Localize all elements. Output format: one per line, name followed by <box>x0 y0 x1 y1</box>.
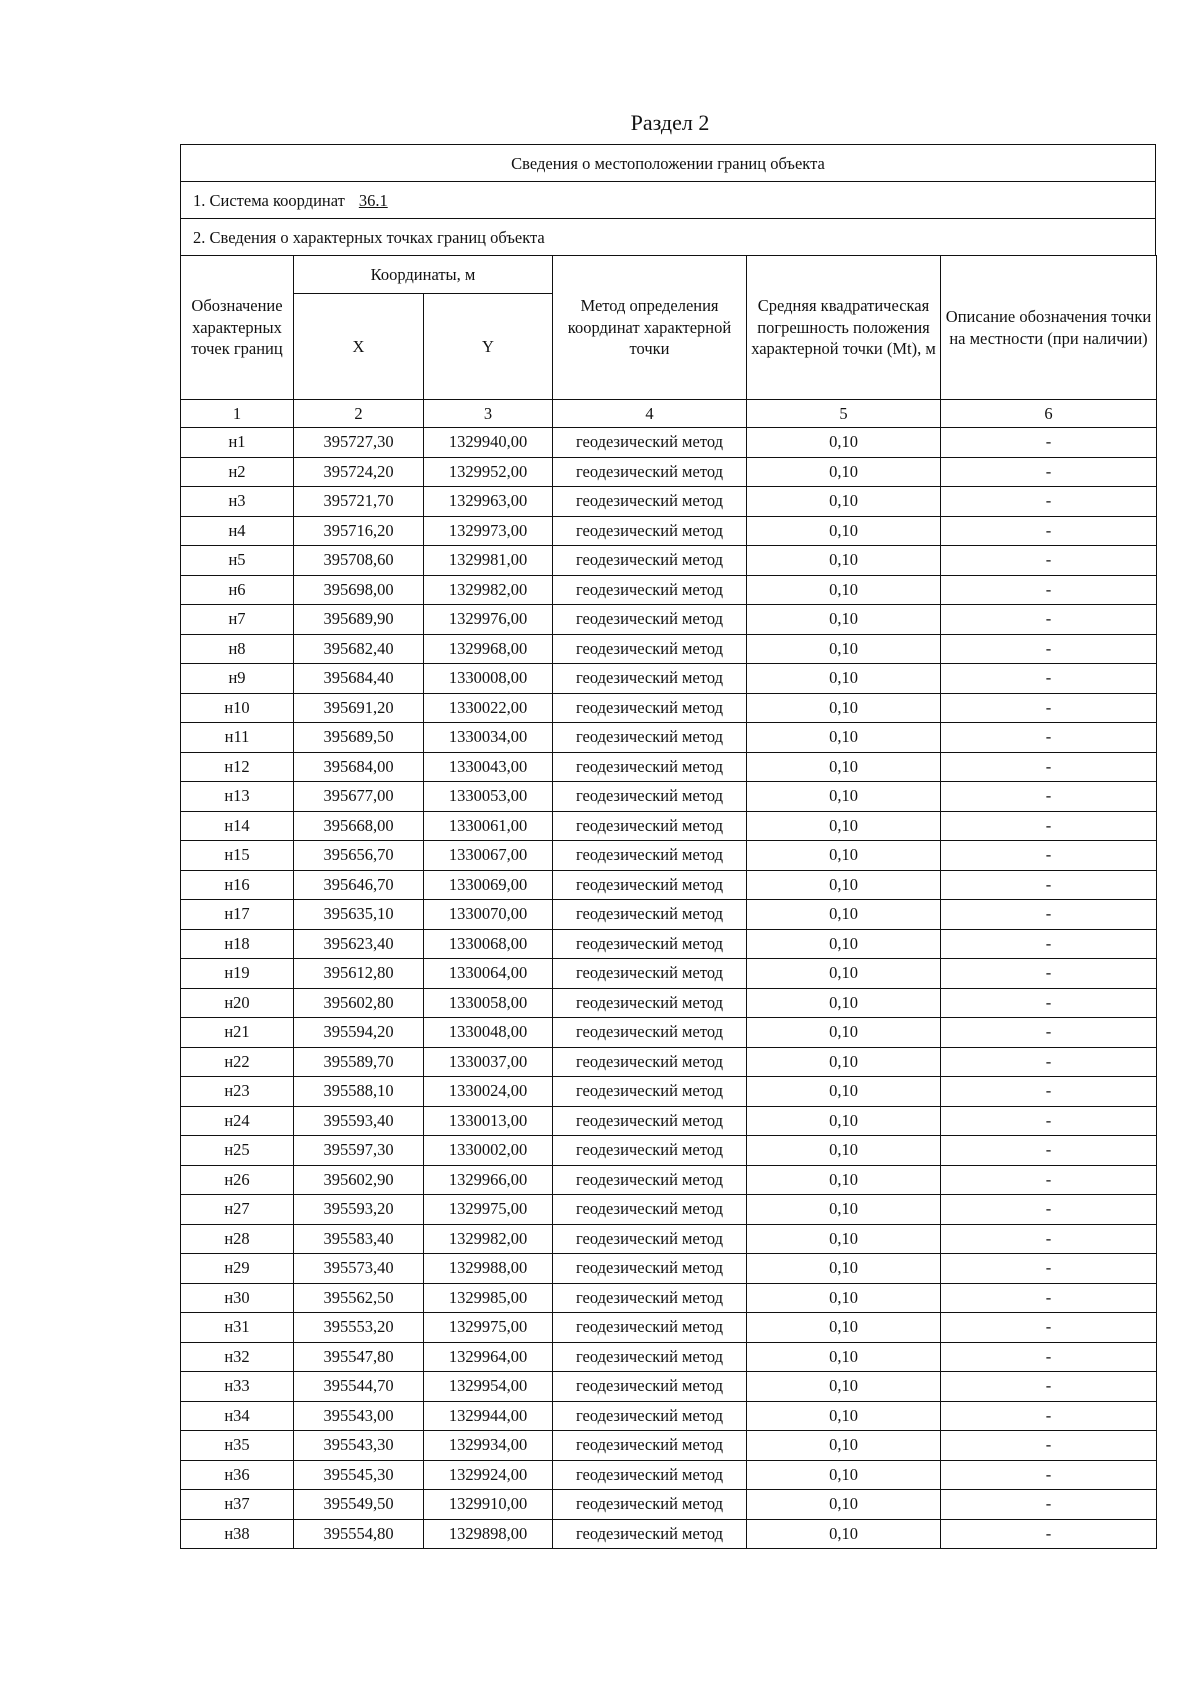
coord-x: 395554,80 <box>294 1519 424 1549</box>
coord-x: 395553,20 <box>294 1313 424 1343</box>
point-name: н12 <box>181 752 294 782</box>
description: - <box>941 723 1157 753</box>
method: геодезический метод <box>553 1283 747 1313</box>
point-name: н31 <box>181 1313 294 1343</box>
error-value: 0,10 <box>747 487 941 517</box>
table-row <box>181 575 1157 605</box>
point-name: н29 <box>181 1254 294 1284</box>
coord-system-row <box>180 181 1156 218</box>
point-name: н24 <box>181 1106 294 1136</box>
point-name: н6 <box>181 575 294 605</box>
column-number: 3 <box>424 400 553 428</box>
coord-y: 1329982,00 <box>424 1224 553 1254</box>
description: - <box>941 1077 1157 1107</box>
description: - <box>941 1018 1157 1048</box>
point-name: н19 <box>181 959 294 989</box>
description: - <box>941 959 1157 989</box>
table-row <box>181 634 1157 664</box>
coord-y: 1330022,00 <box>424 693 553 723</box>
method: геодезический метод <box>553 1401 747 1431</box>
table-row <box>181 693 1157 723</box>
description: - <box>941 1136 1157 1166</box>
method: геодезический метод <box>553 900 747 930</box>
points-table <box>180 255 1157 1549</box>
description: - <box>941 1224 1157 1254</box>
point-name: н7 <box>181 605 294 635</box>
description: - <box>941 1165 1157 1195</box>
method: геодезический метод <box>553 841 747 871</box>
error-value: 0,10 <box>747 457 941 487</box>
table-row <box>181 1313 1157 1343</box>
method: геодезический метод <box>553 1519 747 1549</box>
table-row <box>181 900 1157 930</box>
coord-y: 1330053,00 <box>424 782 553 812</box>
description: - <box>941 1254 1157 1284</box>
coord-y: 1330067,00 <box>424 841 553 871</box>
point-name: н2 <box>181 457 294 487</box>
coord-y: 1329982,00 <box>424 575 553 605</box>
error-value: 0,10 <box>747 1165 941 1195</box>
coord-y: 1329934,00 <box>424 1431 553 1461</box>
method: геодезический метод <box>553 1431 747 1461</box>
point-name: н38 <box>181 1519 294 1549</box>
coord-x: 395691,20 <box>294 693 424 723</box>
method: геодезический метод <box>553 782 747 812</box>
error-value: 0,10 <box>747 1313 941 1343</box>
point-name: н23 <box>181 1077 294 1107</box>
coord-y: 1330043,00 <box>424 752 553 782</box>
coord-y: 1330061,00 <box>424 811 553 841</box>
table-row <box>181 457 1157 487</box>
table-row <box>181 1431 1157 1461</box>
coord-x: 395623,40 <box>294 929 424 959</box>
error-value: 0,10 <box>747 664 941 694</box>
coord-y: 1330034,00 <box>424 723 553 753</box>
description: - <box>941 782 1157 812</box>
description: - <box>941 428 1157 458</box>
error-value: 0,10 <box>747 693 941 723</box>
error-value: 0,10 <box>747 1136 941 1166</box>
point-name: н11 <box>181 723 294 753</box>
description: - <box>941 1047 1157 1077</box>
points-title: 2. Сведения о характерных точках границ объекта <box>180 218 1156 255</box>
coord-y: 1330068,00 <box>424 929 553 959</box>
point-name: н20 <box>181 988 294 1018</box>
coord-y: 1330013,00 <box>424 1106 553 1136</box>
table-row <box>181 959 1157 989</box>
table-row <box>181 664 1157 694</box>
method: геодезический метод <box>553 929 747 959</box>
point-name: н37 <box>181 1490 294 1520</box>
table-row <box>181 1077 1157 1107</box>
header-error: Средняя квадратическая погрешность положения характерной точки (Mt), м <box>747 256 941 400</box>
method: геодезический метод <box>553 1313 747 1343</box>
table-row <box>181 1401 1157 1431</box>
table-row <box>181 546 1157 576</box>
coord-y: 1330037,00 <box>424 1047 553 1077</box>
coord-x: 395635,10 <box>294 900 424 930</box>
coord-y: 1329975,00 <box>424 1313 553 1343</box>
method: геодезический метод <box>553 870 747 900</box>
error-value: 0,10 <box>747 1224 941 1254</box>
description: - <box>941 1313 1157 1343</box>
coord-x: 395668,00 <box>294 811 424 841</box>
coord-y: 1329954,00 <box>424 1372 553 1402</box>
coord-x: 395597,30 <box>294 1136 424 1166</box>
method: геодезический метод <box>553 575 747 605</box>
description: - <box>941 1372 1157 1402</box>
method: геодезический метод <box>553 811 747 841</box>
coord-x: 395594,20 <box>294 1018 424 1048</box>
description: - <box>941 1342 1157 1372</box>
description: - <box>941 988 1157 1018</box>
coord-y: 1329964,00 <box>424 1342 553 1372</box>
coord-y: 1329898,00 <box>424 1519 553 1549</box>
column-number: 6 <box>941 400 1157 428</box>
error-value: 0,10 <box>747 782 941 812</box>
header-y: Y <box>424 294 553 400</box>
error-value: 0,10 <box>747 723 941 753</box>
error-value: 0,10 <box>747 900 941 930</box>
error-value: 0,10 <box>747 1047 941 1077</box>
coord-x: 395602,90 <box>294 1165 424 1195</box>
point-name: н13 <box>181 782 294 812</box>
point-name: н9 <box>181 664 294 694</box>
coord-x: 395589,70 <box>294 1047 424 1077</box>
point-name: н35 <box>181 1431 294 1461</box>
error-value: 0,10 <box>747 959 941 989</box>
error-value: 0,10 <box>747 1372 941 1402</box>
point-name: н22 <box>181 1047 294 1077</box>
description: - <box>941 575 1157 605</box>
method: геодезический метод <box>553 988 747 1018</box>
coord-x: 395573,40 <box>294 1254 424 1284</box>
error-value: 0,10 <box>747 634 941 664</box>
coord-x: 395727,30 <box>294 428 424 458</box>
error-value: 0,10 <box>747 841 941 871</box>
point-name: н17 <box>181 900 294 930</box>
column-number: 1 <box>181 400 294 428</box>
description: - <box>941 1519 1157 1549</box>
error-value: 0,10 <box>747 575 941 605</box>
point-name: н26 <box>181 1165 294 1195</box>
description: - <box>941 516 1157 546</box>
coord-x: 395593,40 <box>294 1106 424 1136</box>
method: геодезический метод <box>553 1165 747 1195</box>
description: - <box>941 1460 1157 1490</box>
coord-y: 1329973,00 <box>424 516 553 546</box>
method: геодезический метод <box>553 428 747 458</box>
description: - <box>941 1490 1157 1520</box>
error-value: 0,10 <box>747 811 941 841</box>
coord-y: 1330024,00 <box>424 1077 553 1107</box>
coord-x: 395724,20 <box>294 457 424 487</box>
coord-y: 1329985,00 <box>424 1283 553 1313</box>
table-row <box>181 723 1157 753</box>
method: геодезический метод <box>553 457 747 487</box>
description: - <box>941 487 1157 517</box>
header-description: Описание обозначения точки на местности (при наличии) <box>941 256 1157 400</box>
coord-y: 1329981,00 <box>424 546 553 576</box>
coord-y: 1330008,00 <box>424 664 553 694</box>
method: геодезический метод <box>553 723 747 753</box>
table-row <box>181 752 1157 782</box>
error-value: 0,10 <box>747 1460 941 1490</box>
column-numbers-row <box>181 400 1157 428</box>
table-row <box>181 605 1157 635</box>
point-name: н15 <box>181 841 294 871</box>
coord-y: 1329940,00 <box>424 428 553 458</box>
error-value: 0,10 <box>747 1018 941 1048</box>
point-name: н32 <box>181 1342 294 1372</box>
table-row <box>181 841 1157 871</box>
method: геодезический метод <box>553 1077 747 1107</box>
table-row <box>181 1106 1157 1136</box>
coord-x: 395612,80 <box>294 959 424 989</box>
table-row <box>181 929 1157 959</box>
coord-x: 395698,00 <box>294 575 424 605</box>
point-name: н27 <box>181 1195 294 1225</box>
error-value: 0,10 <box>747 1401 941 1431</box>
method: геодезический метод <box>553 1372 747 1402</box>
point-name: н34 <box>181 1401 294 1431</box>
coord-x: 395716,20 <box>294 516 424 546</box>
coord-x: 395545,30 <box>294 1460 424 1490</box>
error-value: 0,10 <box>747 1283 941 1313</box>
point-name: н8 <box>181 634 294 664</box>
coord-y: 1330070,00 <box>424 900 553 930</box>
table-row <box>181 1342 1157 1372</box>
coord-x: 395547,80 <box>294 1342 424 1372</box>
coord-x: 395708,60 <box>294 546 424 576</box>
coord-y: 1330002,00 <box>424 1136 553 1166</box>
method: геодезический метод <box>553 546 747 576</box>
table-row <box>181 1372 1157 1402</box>
description: - <box>941 870 1157 900</box>
table-row <box>181 1195 1157 1225</box>
error-value: 0,10 <box>747 516 941 546</box>
header-designation: Обозначение характерных точек границ <box>181 256 294 400</box>
coord-y: 1329963,00 <box>424 487 553 517</box>
description: - <box>941 841 1157 871</box>
method: геодезический метод <box>553 605 747 635</box>
points-table-body <box>181 428 1157 1549</box>
coord-x: 395543,30 <box>294 1431 424 1461</box>
point-name: н25 <box>181 1136 294 1166</box>
method: геодезический метод <box>553 1136 747 1166</box>
table-row <box>181 1047 1157 1077</box>
table-row <box>181 1254 1157 1284</box>
method: геодезический метод <box>553 1224 747 1254</box>
coord-y: 1329910,00 <box>424 1490 553 1520</box>
method: геодезический метод <box>553 487 747 517</box>
method: геодезический метод <box>553 1490 747 1520</box>
coord-x: 395562,50 <box>294 1283 424 1313</box>
method: геодезический метод <box>553 664 747 694</box>
description: - <box>941 752 1157 782</box>
coord-y: 1329975,00 <box>424 1195 553 1225</box>
error-value: 0,10 <box>747 1519 941 1549</box>
error-value: 0,10 <box>747 988 941 1018</box>
coord-system-label: 1. Система координат <box>193 191 345 210</box>
error-value: 0,10 <box>747 428 941 458</box>
error-value: 0,10 <box>747 1106 941 1136</box>
coord-y: 1330048,00 <box>424 1018 553 1048</box>
table-row <box>181 1224 1157 1254</box>
method: геодезический метод <box>553 1460 747 1490</box>
coord-x: 395721,70 <box>294 487 424 517</box>
coord-x: 395682,40 <box>294 634 424 664</box>
coord-x: 395656,70 <box>294 841 424 871</box>
table-row <box>181 811 1157 841</box>
point-name: н4 <box>181 516 294 546</box>
coord-x: 395602,80 <box>294 988 424 1018</box>
table-row <box>181 428 1157 458</box>
method: геодезический метод <box>553 1342 747 1372</box>
point-name: н3 <box>181 487 294 517</box>
description: - <box>941 664 1157 694</box>
column-number: 5 <box>747 400 941 428</box>
description: - <box>941 811 1157 841</box>
description: - <box>941 693 1157 723</box>
error-value: 0,10 <box>747 546 941 576</box>
point-name: н33 <box>181 1372 294 1402</box>
error-value: 0,10 <box>747 929 941 959</box>
boundary-document <box>180 144 1156 1549</box>
error-value: 0,10 <box>747 1431 941 1461</box>
table-row <box>181 1519 1157 1549</box>
table-row <box>181 1165 1157 1195</box>
table-row <box>181 870 1157 900</box>
table-row <box>181 1018 1157 1048</box>
coord-x: 395684,00 <box>294 752 424 782</box>
coord-x: 395689,50 <box>294 723 424 753</box>
header-coordinates: Координаты, м <box>294 256 553 294</box>
method: геодезический метод <box>553 959 747 989</box>
coord-y: 1329924,00 <box>424 1460 553 1490</box>
error-value: 0,10 <box>747 1490 941 1520</box>
description: - <box>941 1401 1157 1431</box>
coord-x: 395689,90 <box>294 605 424 635</box>
header-x: X <box>294 294 424 400</box>
error-value: 0,10 <box>747 1254 941 1284</box>
coord-y: 1330064,00 <box>424 959 553 989</box>
table-row <box>181 782 1157 812</box>
coord-x: 395543,00 <box>294 1401 424 1431</box>
error-value: 0,10 <box>747 605 941 635</box>
coord-x: 395549,50 <box>294 1490 424 1520</box>
method: геодезический метод <box>553 634 747 664</box>
point-name: н21 <box>181 1018 294 1048</box>
point-name: н5 <box>181 546 294 576</box>
coord-y: 1329952,00 <box>424 457 553 487</box>
point-name: н14 <box>181 811 294 841</box>
description: - <box>941 546 1157 576</box>
table-row <box>181 516 1157 546</box>
coord-system-value: 36.1 <box>358 191 388 210</box>
error-value: 0,10 <box>747 870 941 900</box>
point-name: н18 <box>181 929 294 959</box>
description: - <box>941 1283 1157 1313</box>
table-row <box>181 1283 1157 1313</box>
coord-x: 395677,00 <box>294 782 424 812</box>
coord-y: 1330069,00 <box>424 870 553 900</box>
coord-x: 395544,70 <box>294 1372 424 1402</box>
table-row <box>181 988 1157 1018</box>
error-value: 0,10 <box>747 1077 941 1107</box>
point-name: н1 <box>181 428 294 458</box>
method: геодезический метод <box>553 1047 747 1077</box>
method: геодезический метод <box>553 693 747 723</box>
coord-y: 1329944,00 <box>424 1401 553 1431</box>
error-value: 0,10 <box>747 752 941 782</box>
table-row <box>181 1136 1157 1166</box>
table-row <box>181 1460 1157 1490</box>
section-title: Раздел 2 <box>630 110 710 135</box>
coord-y: 1329976,00 <box>424 605 553 635</box>
method: геодезический метод <box>553 1106 747 1136</box>
error-value: 0,10 <box>747 1195 941 1225</box>
description: - <box>941 929 1157 959</box>
description: - <box>941 1431 1157 1461</box>
table-row <box>181 487 1157 517</box>
method: геодезический метод <box>553 516 747 546</box>
coord-y: 1329988,00 <box>424 1254 553 1284</box>
table-row <box>181 1490 1157 1520</box>
description: - <box>941 1106 1157 1136</box>
point-name: н30 <box>181 1283 294 1313</box>
column-number: 4 <box>553 400 747 428</box>
header-method: Метод определения координат характерной точки <box>553 256 747 400</box>
coord-y: 1329966,00 <box>424 1165 553 1195</box>
coord-x: 395588,10 <box>294 1077 424 1107</box>
coord-x: 395583,40 <box>294 1224 424 1254</box>
method: геодезический метод <box>553 1195 747 1225</box>
description: - <box>941 634 1157 664</box>
error-value: 0,10 <box>747 1342 941 1372</box>
column-number: 2 <box>294 400 424 428</box>
method: геодезический метод <box>553 1018 747 1048</box>
coord-x: 395646,70 <box>294 870 424 900</box>
point-name: н16 <box>181 870 294 900</box>
coord-y: 1330058,00 <box>424 988 553 1018</box>
description: - <box>941 457 1157 487</box>
description: - <box>941 605 1157 635</box>
coord-x: 395593,20 <box>294 1195 424 1225</box>
point-name: н36 <box>181 1460 294 1490</box>
description: - <box>941 900 1157 930</box>
point-name: н28 <box>181 1224 294 1254</box>
description: - <box>941 1195 1157 1225</box>
coord-y: 1329968,00 <box>424 634 553 664</box>
block-title: Сведения о местоположении границ объекта <box>180 144 1156 181</box>
coord-x: 395684,40 <box>294 664 424 694</box>
method: геодезический метод <box>553 752 747 782</box>
method: геодезический метод <box>553 1254 747 1284</box>
point-name: н10 <box>181 693 294 723</box>
